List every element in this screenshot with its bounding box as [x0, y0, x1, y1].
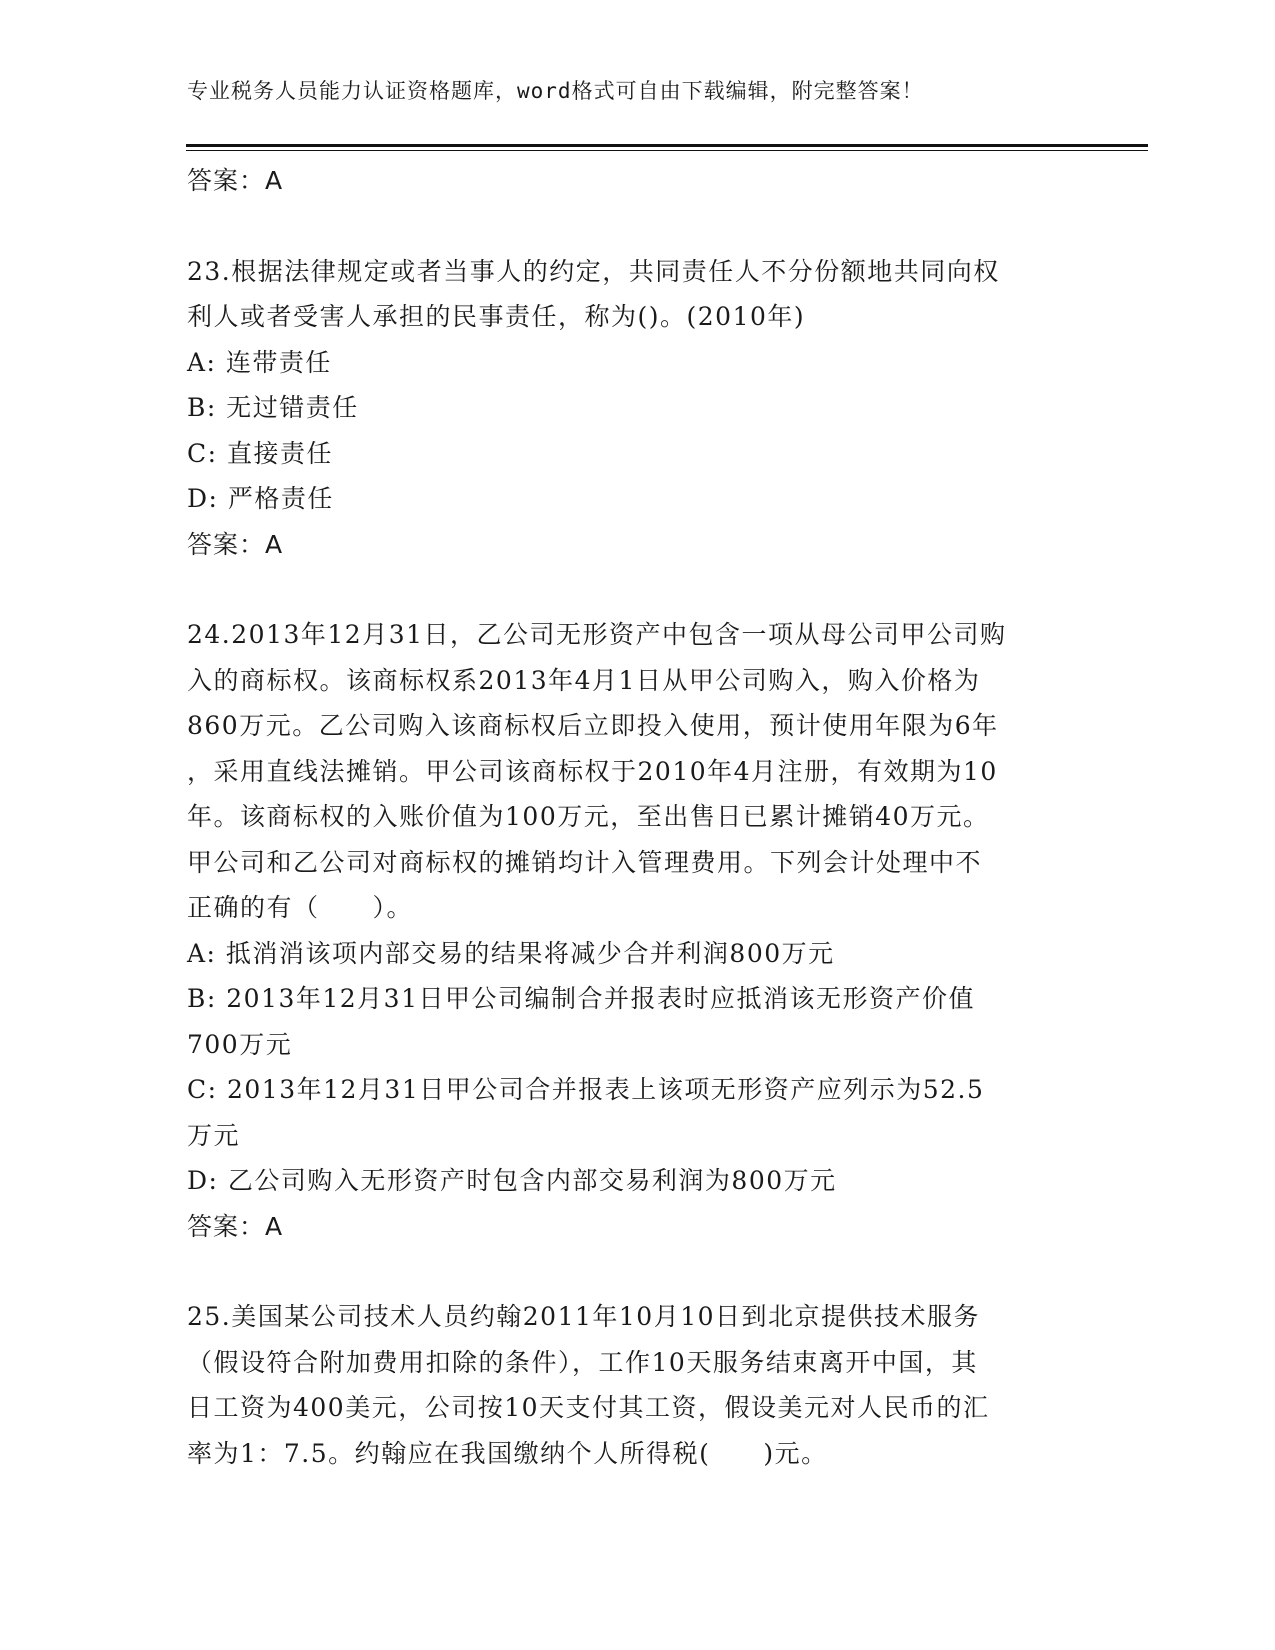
question-text-line: 23.根据法律规定或者当事人的约定，共同责任人不分份额地共同向权 — [187, 256, 1000, 286]
document-body — [187, 158, 1082, 1476]
question-text-line: 年。该商标权的入账价值为100万元，至出售日已累计摊销40万元。 — [187, 802, 990, 831]
option-b: B: 无过错责任 — [187, 393, 359, 422]
question-text-line: 利人或者受害人承担的民事责任，称为()。(2010年) — [187, 302, 806, 331]
question-text-line: 24.2013年12月31日，乙公司无形资产中包含一项从母公司甲公司购 — [187, 620, 1007, 649]
question-text-line: 正确的有（ ）。 — [187, 893, 414, 922]
question-text-line: 25.美国某公司技术人员约翰2011年10月10日到北京提供技术服务 — [187, 1302, 981, 1331]
question-text-line: （假设符合附加费用扣除的条件），工作10天服务结束离开中国，其 — [187, 1347, 978, 1377]
option-a: A: 连带责任 — [187, 347, 332, 377]
option-c-continued: 万元 — [187, 1120, 241, 1150]
question-25 — [187, 1294, 1082, 1476]
question-text-line: 入的商标权。该商标权系2013年4月1日从甲公司购入，购入价格为 — [187, 665, 981, 695]
header-rule-thin — [186, 150, 1148, 151]
question-23 — [187, 249, 1082, 568]
page-header: 专业税务人员能力认证资格题库，word格式可自由下载编辑，附完整答案！ — [187, 79, 924, 103]
question-text-line: 860万元。乙公司购入该商标权后立即投入使用，预计使用年限为6年 — [187, 711, 999, 740]
header-rule-thick — [186, 144, 1148, 147]
question-text-line: 甲公司和乙公司对商标权的摊销均计入管理费用。下列会计处理中不 — [187, 847, 983, 877]
spacer — [187, 1249, 1082, 1294]
option-b-continued: 700万元 — [187, 1029, 293, 1059]
option-c: C: 直接责任 — [187, 438, 333, 468]
question-text-line: 日工资为400美元，公司按10天支付其工资，假设美元对人民币的汇 — [187, 1393, 990, 1422]
spacer — [187, 567, 1082, 612]
question-24 — [187, 612, 1082, 1249]
option-d: D: 乙公司购入无形资产时包含内部交易利润为800万元 — [187, 1166, 837, 1195]
previous-answer: 答案：A — [187, 166, 284, 195]
spacer — [187, 204, 1082, 249]
option-d: D: 严格责任 — [187, 484, 334, 513]
answer: 答案：A — [187, 529, 284, 559]
answer: 答案：A — [187, 1211, 284, 1241]
option-a: A: 抵消消该项内部交易的结果将减少合并利润800万元 — [187, 938, 835, 968]
option-c: C: 2013年12月31日甲公司合并报表上该项无形资产应列示为52.5 — [187, 1075, 985, 1104]
option-b: B: 2013年12月31日甲公司编制合并报表时应抵消该无形资产价值 — [187, 984, 975, 1013]
question-text-line: 率为1：7.5。约翰应在我国缴纳个人所得税( )元。 — [187, 1438, 828, 1468]
question-text-line: ，采用直线法摊销。甲公司该商标权于2010年4月注册，有效期为10 — [187, 756, 998, 786]
